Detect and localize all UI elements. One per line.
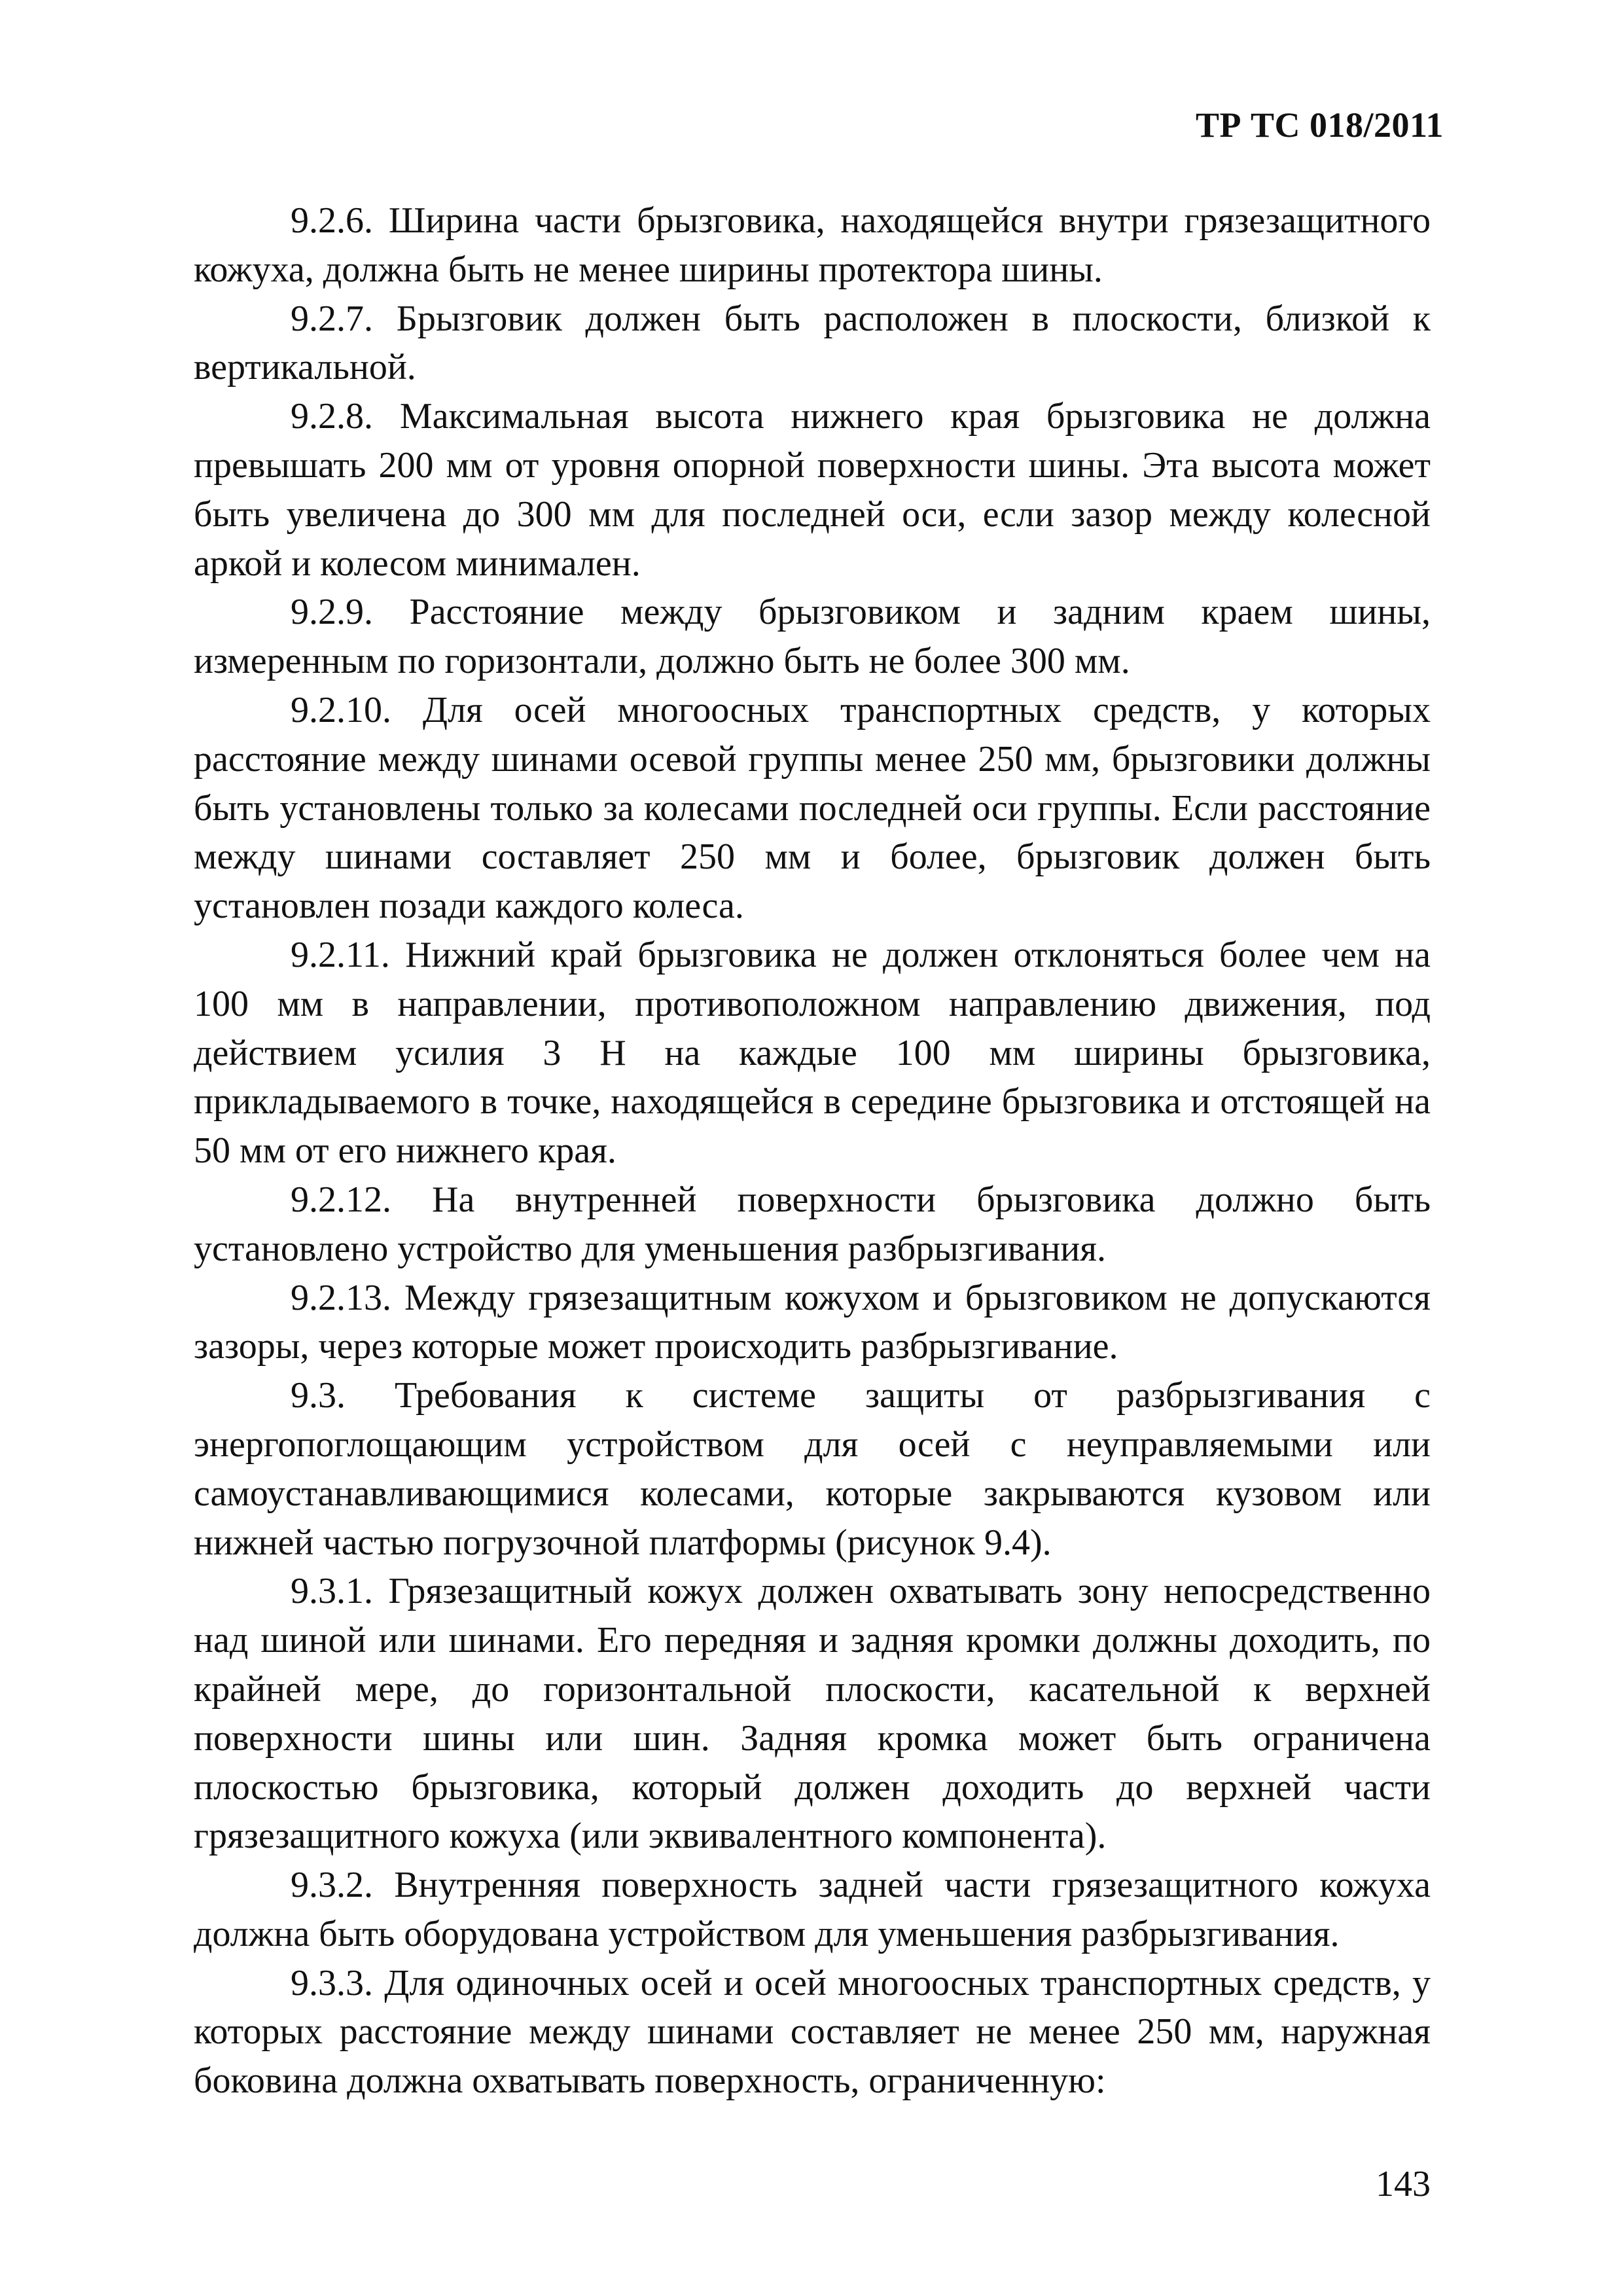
paragraph-9-2-12 xyxy=(194,1175,1431,1274)
clause-text: На внутренней поверхности брызговика должно быть установлено устройство для уменьшения разбрызгивания. xyxy=(194,1179,1431,1269)
clause-text: Брызговик должен быть расположен в плоскости, близкой к вертикальной. xyxy=(194,298,1431,388)
clause-number: 9.2.6. xyxy=(291,200,373,241)
paragraph-9-2-8 xyxy=(194,392,1431,588)
document-body xyxy=(194,196,1431,2106)
paragraph-9-2-10 xyxy=(194,686,1431,931)
paragraph-9-3-1 xyxy=(194,1567,1431,1861)
paragraph-9-2-11 xyxy=(194,931,1431,1175)
clause-text: Расстояние между брызговиком и задним краем шины, измеренным по горизонтали, должно быть не более 300 мм. xyxy=(194,592,1431,682)
paragraph-9-2-9 xyxy=(194,588,1431,686)
clause-text: Для осей многоосных транспортных средств, у которых расстояние между шинами осевой группы менее 250 мм, брызговики должны быть установлены только за колесами последней оси группы. Если расстояние между шинами составляет 250 мм и более, брызговик должен быть установлен позади каждого колеса. xyxy=(194,689,1431,927)
clause-number: 9.3. xyxy=(291,1375,346,1416)
clause-number: 9.3.3. xyxy=(291,1962,373,2003)
clause-number: 9.2.13. xyxy=(291,1277,391,1318)
clause-number: 9.2.9. xyxy=(291,592,373,633)
clause-number: 9.2.11. xyxy=(291,934,390,975)
clause-text: Грязезащитный кожух должен охватывать зону непосредственно над шиной или шинами. Его передняя и задняя кромки должны доходить, по крайней мере, до горизонтальной плоскости, касательной к верхней поверхности шины или шин. Задняя кромка может быть ограничена плоскостью брызговика, который должен доходить до верхней части грязезащитного кожуха (или эквивалентного компонента). xyxy=(194,1571,1431,1857)
clause-text: Нижний край брызговика не должен отклоняться более чем на 100 мм в направлении, противоположном направлению движения, под действием усилия 3 Н на каждые 100 мм ширины брызговика, прикладываемого в точке, находящейся в середине брызговика и отстоящей на 50 мм от его нижнего края. xyxy=(194,934,1431,1172)
clause-text: Требования к системе защиты от разбрызгивания с энергопоглощающим устройством для осей с неуправляемыми или самоустанавливающимися колесами, которые закрываются кузовом или нижней частью погрузочной платформы (рисунок 9.4). xyxy=(194,1375,1431,1563)
clause-text: Максимальная высота нижнего края брызговика не должна превышать 200 мм от уровня опорной поверхности шины. Эта высота может быть увеличена до 300 мм для последней оси, если зазор между колесной аркой и колесом минимален. xyxy=(194,396,1431,584)
paragraph-9-3-3 xyxy=(194,1959,1431,2106)
paragraph-9-3-2 xyxy=(194,1861,1431,1959)
document-code-header: ТР ТС 018/2011 xyxy=(1195,105,1444,145)
paragraph-9-3 xyxy=(194,1371,1431,1567)
paragraph-9-2-7 xyxy=(194,295,1431,393)
clause-number: 9.2.10. xyxy=(291,689,391,730)
page-number: 143 xyxy=(1376,2164,1431,2204)
paragraph-9-2-13 xyxy=(194,1274,1431,1372)
paragraph-9-2-6 xyxy=(194,196,1431,295)
clause-number: 9.3.1. xyxy=(291,1571,373,1612)
clause-text: Для одиночных осей и осей многоосных транспортных средств, у которых расстояние между шинами составляет не менее 250 мм, наружная боковина должна охватывать поверхность, ограниченную: xyxy=(194,1962,1431,2102)
clause-number: 9.2.8. xyxy=(291,396,373,437)
clause-number: 9.2.7. xyxy=(291,298,373,339)
clause-text: Между грязезащитным кожухом и брызговиком не допускаются зазоры, через которые может происходить разбрызгивание. xyxy=(194,1277,1431,1367)
clause-number: 9.3.2. xyxy=(291,1865,373,1906)
clause-text: Внутренняя поверхность задней части грязезащитного кожуха должна быть оборудована устройством для уменьшения разбрызгивания. xyxy=(194,1865,1431,1954)
clause-number: 9.2.12. xyxy=(291,1179,391,1220)
clause-text: Ширина части брызговика, находящейся внутри грязезащитного кожуха, должна быть не менее ширины протектора шины. xyxy=(194,200,1431,290)
